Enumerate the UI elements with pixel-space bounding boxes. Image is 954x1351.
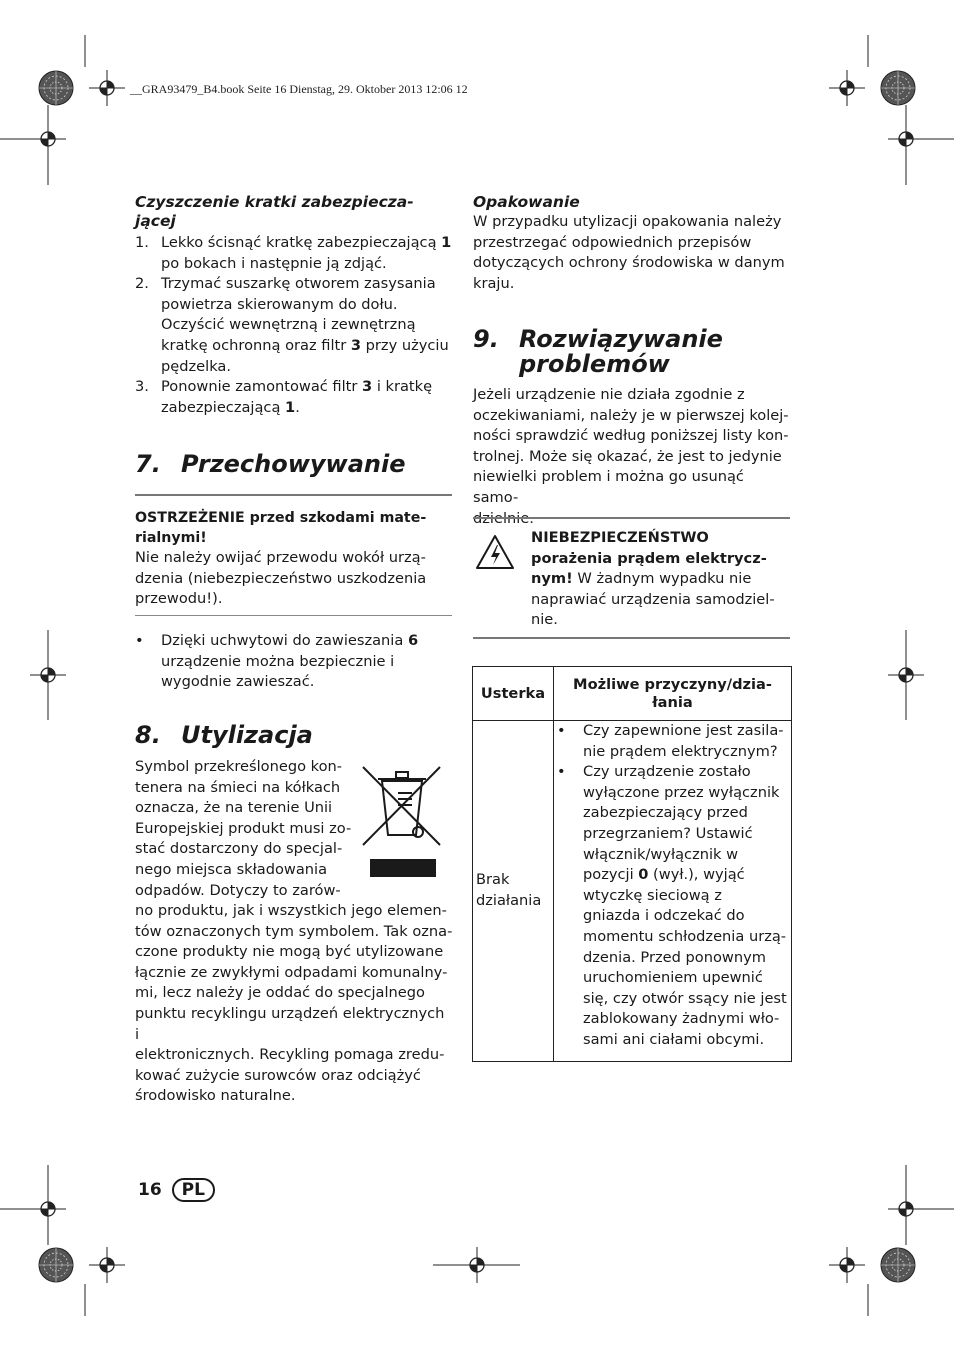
electric-hazard-icon — [474, 533, 516, 571]
disposal-text-wide: no produktu, jak i wszystkich jego elemen- tów oznaczonych tym symbolem. Tak ozna- czone produkty nie mogą być utylizowane łącznie ze zwykłymi odpadami komunalny- mi, lecz należy je oddać do specjalnego punktu recyklingu urządzeń elektrycznych i elektronicznych. Recykling pomaga zredu- kować zużycie surowców oraz odciążyć środowisko naturalne. — [135, 902, 453, 1105]
troubleshooting-intro: Jeżeli urządzenie nie działa zgodnie z oczekiwaniami, należy je w pierwszej kolej- ności sprawdzić według poniższej listy kon- trolnej. Może się okazać, że jest to jedynie niewielki problem i można go usunąć samo- dzielnie. — [473, 386, 789, 527]
cleaning-steps — [135, 233, 453, 418]
col-fault-header: Usterka — [473, 667, 554, 721]
cleaning-heading: Czyszczenie kratki zabezpiecza- jącej — [135, 193, 414, 230]
left-column — [135, 193, 453, 418]
step-1: 1. Lekko ścisnąć kratkę zabezpieczającą 1 po bokach i następnie ją zdjąć. — [135, 234, 452, 272]
packaging-heading: Opakowanie — [473, 193, 580, 211]
troubleshooting-table — [472, 666, 792, 1062]
bullet-hanging: • Dzięki uchwytowi do zawieszania 6 urządzenie można bezpiecznie i wygodnie zawieszać. — [135, 631, 453, 693]
causes-cell — [554, 721, 792, 1062]
rule-danger-bottom — [473, 637, 790, 639]
section-7-heading: 7. Przechowywanie — [135, 450, 406, 478]
warning-title: OSTRZEŻENIE przed szkodami mate- rialnymi! — [135, 510, 427, 546]
section-8-heading: 8. Utylizacja — [135, 721, 313, 749]
language-badge: PL — [172, 1178, 215, 1202]
weee-bin-icon — [360, 763, 444, 881]
rule-danger-top — [473, 517, 790, 519]
cause-power: • Czy zapewnione jest zasila- nie prądem elektrycznym? — [557, 721, 789, 762]
step-2: 2. Trzymać suszarkę otworem zasysania powietrza skierowanym do dołu. Oczyścić wewnętrzną i zewnętrzną kratkę ochronną oraz filtr 3 przy użyciu pędzelka. — [135, 275, 449, 375]
page-number: 16 — [138, 1180, 162, 1200]
packaging-section: Opakowanie W przypadku utylizacji opakowania należy przestrzegać odpowiednich przepisów dotyczących ochrony środowiska w danym kraju. — [473, 193, 791, 294]
rule-warning-bottom — [135, 615, 452, 616]
fault-cell: Brak działania — [473, 721, 554, 1062]
page-footer — [138, 1178, 215, 1202]
col-causes-header: Możliwe przyczyny/dzia- łania — [554, 667, 792, 721]
section-9-heading: 9. Rozwiązywanie problemów — [473, 325, 723, 378]
cause-overheat: • Czy urządzenie zostało wyłączone przez wyłącznik zabezpieczający przed przegrzaniem? Ustawić włącznik/wyłącznik w pozycji 0 (wył.), wyjąć wtyczkę sieciową z gniazda i odczekać do momentu schłodzenia urzą- dzenia. Przed ponownym uruchomieniem upewnić się, czy otwór ssący nie jest zablokowany żadnymi wło- sami ani ciałami obcymi. — [557, 762, 789, 1050]
step-3: 3. Ponownie zamontować filtr 3 i kratkę zabezpieczającą 1. — [135, 378, 433, 416]
print-header: __GRA93479_B4.book Seite 16 Dienstag, 29. Oktober 2013 12:06 12 — [130, 82, 468, 96]
disposal-text-narrow: Symbol przekreślonego kon- tenera na śmieci na kółkach oznacza, że na terenie Unii Europejskiej produkt musi zo- stać dostarczony do specjal- nego miejsca składowania odpadów. Dotyczy to zarów- — [135, 758, 352, 899]
storage-bullets — [135, 631, 453, 693]
rule-warning-top — [135, 494, 452, 496]
material-warning: OSTRZEŻENIE przed szkodami mate- rialnymi! Nie należy owijać przewodu wokół urzą- dzenia (niebezpieczeństwo uszkodzenia przewodu!). — [135, 508, 453, 610]
danger-warning: NIEBEZPIECZEŃSTWO porażenia prądem elektrycz- nym! W żadnym wypadku nie naprawiać urządzenia samodziel- nie. — [531, 529, 775, 629]
